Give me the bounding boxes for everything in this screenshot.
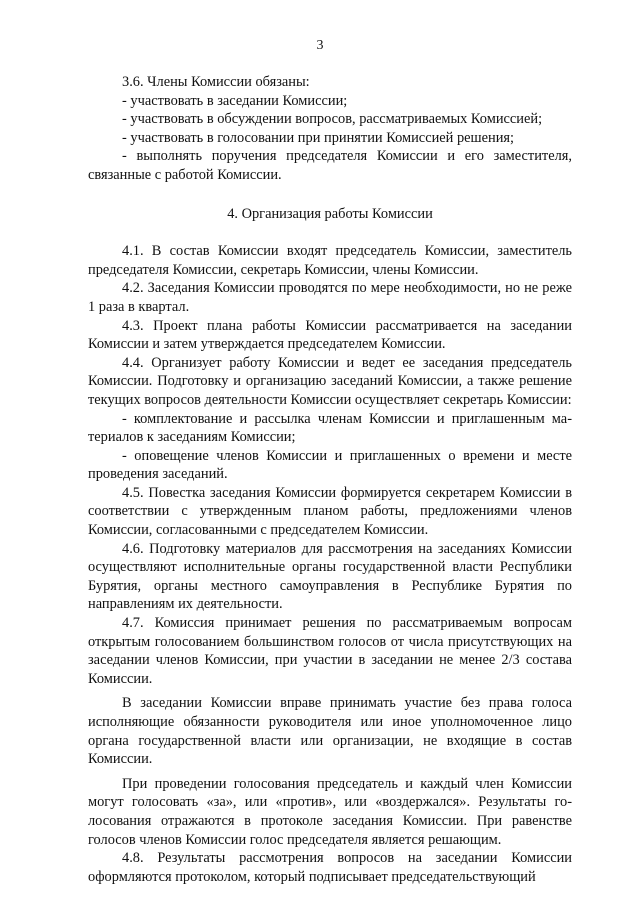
clause-4-4: 4.4. Организует работу Комиссии и ведет ее заседания председатель Комиссии. Подготовку и организацию заседаний Комиссии, а также решение текущих вопросов деятельности Комиссии осуществляет секретарь Комиссии: — [88, 354, 572, 408]
list-item: - участвовать в обсуждении вопросов, рассматриваемых Комиссией; — [122, 111, 543, 128]
paragraph-voting: При проведении голосования председатель и каждый член Комиссии могут голосовать «за», или «против», или «воздержался». Результаты голосования отражаются в протоколе заседания Комиссии. При равенстве голосов членов Комиссии голос председателя является решающим. — [88, 775, 572, 848]
clause-4-5: 4.5. Повестка заседания Комиссии формируется секретарем Комиссии в соответствии с утвержденным планом работы, предложениями членов Комиссии, согласованными с председателем Комиссии. — [88, 484, 572, 539]
list-item: - оповещение членов Комиссии и приглашенных о времени и месте проведения заседаний. — [88, 447, 572, 483]
clause-4-3: 4.3. Проект плана работы Комиссии рассматривается на заседании Комиссии и затем утверждается председателем Комиссии. — [88, 317, 572, 353]
list-item: - выполнять поручения председателя Комиссии и его заместителя, связанные с работой Комиссии. — [88, 148, 572, 183]
page-number: 3 — [316, 38, 324, 53]
clause-4-6: 4.6. Подготовку материалов для рассмотрения на заседаниях Комиссии осуществляют исполнительные органы государственной власти Республики Бурятия, органы местного самоуправления в Республике Бурятия по направлениям их деятельности. — [88, 540, 572, 613]
section-heading: 4. Организация работы Комиссии — [227, 205, 433, 222]
paragraph-observers: В заседании Комиссии вправе принимать участие без права голоса исполняющие обязанности руководителя или иное уполномоченное лицо органа государственной власти или организации, не входящие в состав Комиссии. — [88, 695, 572, 768]
clause-4-8: 4.8. Результаты рассмотрения вопросов на заседании Комиссии оформляются протоколом, который подписывает председательствующий — [88, 850, 572, 885]
list-item: - комплектование и рассылка членам Комиссии и приглашенным материалов к заседаниям Комиссии; — [88, 410, 572, 446]
list-item: - участвовать в заседании Комиссии; — [122, 92, 348, 109]
document-body — [88, 73, 572, 886]
clause-4-7: 4.7. Комиссия принимает решения по рассматриваемым вопросам открытым голосованием большинством голосов от числа присутствующих на заседании членов Комиссии, при участии в заседании не менее 2/3 состава Комиссии. — [88, 615, 572, 687]
clause-4-1: 4.1. В состав Комиссии входят председатель Комиссии, заместитель председателя Комиссии, секретарь Комиссии, члены Комиссии. — [88, 243, 572, 278]
list-item: - участвовать в голосовании при принятии Комиссией решения; — [122, 129, 515, 146]
clause-4-2: 4.2. Заседания Комиссии проводятся по мере необходимости, но не реже 1 раза в квартал. — [88, 280, 572, 315]
clause-3-6-intro: 3.6. Члены Комиссии обязаны: — [122, 74, 310, 90]
